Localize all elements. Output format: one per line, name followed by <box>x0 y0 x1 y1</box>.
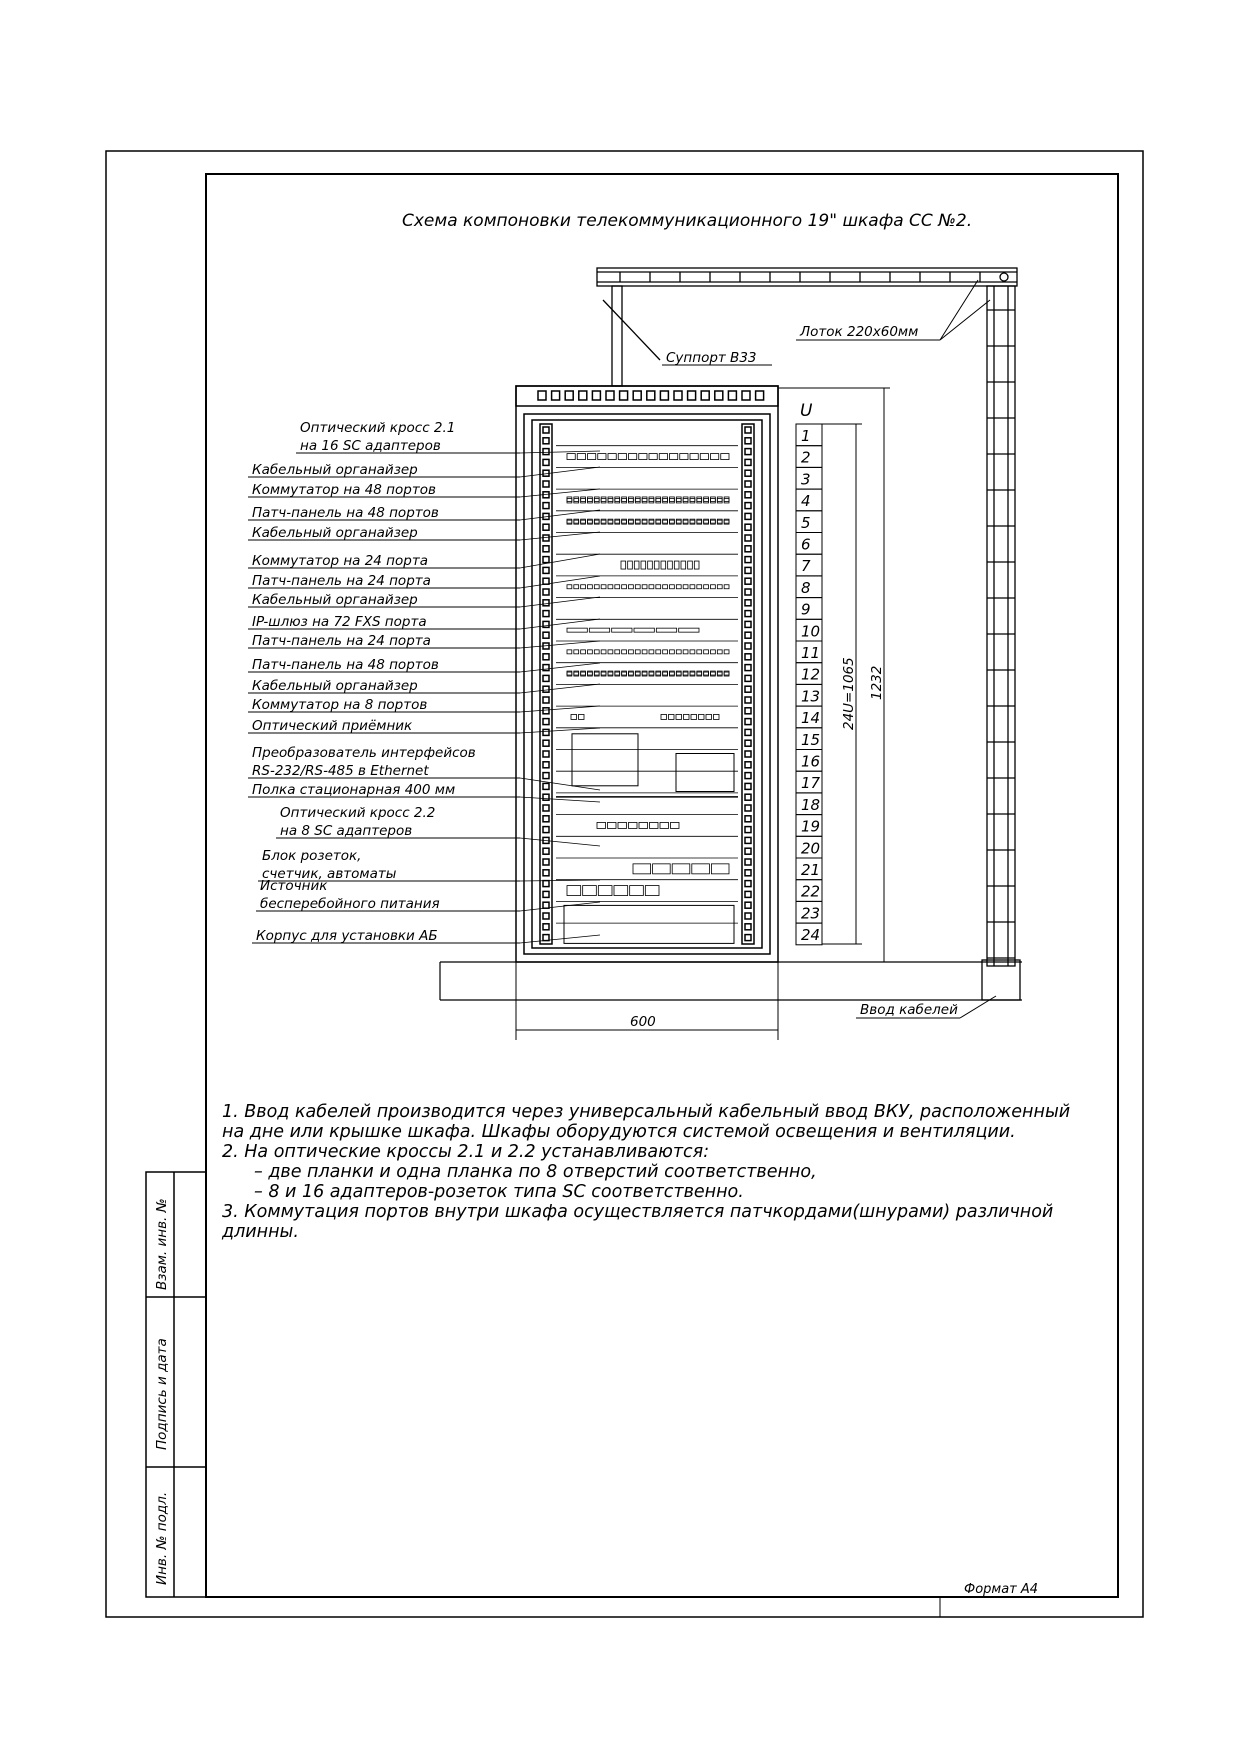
port <box>635 497 640 503</box>
port <box>598 454 606 460</box>
port <box>691 714 697 719</box>
port <box>618 454 626 460</box>
port <box>567 650 572 654</box>
port <box>704 497 709 503</box>
port <box>660 822 669 828</box>
port <box>670 497 675 503</box>
port <box>588 498 593 501</box>
port <box>670 585 675 589</box>
tray-label: Лоток 220х60мм <box>800 324 919 340</box>
port <box>594 585 599 589</box>
port <box>663 650 668 654</box>
port <box>676 585 681 589</box>
equipment-label <box>248 718 600 734</box>
port <box>581 520 586 523</box>
port <box>574 585 579 589</box>
u-number: 11 <box>801 644 821 662</box>
port <box>649 497 654 503</box>
port <box>630 886 644 896</box>
port <box>704 672 709 675</box>
port <box>663 672 668 675</box>
port <box>711 454 719 460</box>
port <box>629 498 634 501</box>
port <box>711 498 716 501</box>
equipment-label-text: Кабельный органайзер <box>252 462 418 478</box>
equipment-label-text: на 16 SC адаптеров <box>300 438 441 454</box>
port <box>635 650 640 654</box>
port <box>571 714 577 719</box>
u-column <box>796 424 822 945</box>
u-number: 22 <box>801 882 821 901</box>
port <box>717 650 722 654</box>
equipment-label-text: бесперебойного питания <box>260 896 440 912</box>
port <box>694 561 699 569</box>
port <box>629 585 634 589</box>
port <box>567 672 572 675</box>
port <box>567 497 572 503</box>
port <box>676 714 682 719</box>
port <box>639 822 648 828</box>
port <box>649 672 654 675</box>
port <box>608 822 617 828</box>
port <box>724 497 729 503</box>
u-number: 6 <box>801 535 811 554</box>
notes <box>222 1102 1102 1242</box>
note-line: – две планки и одна планка по 8 отверстий соответственно, <box>254 1162 817 1182</box>
equipment-label <box>248 525 600 541</box>
port <box>588 454 596 460</box>
port <box>629 497 634 503</box>
port <box>711 650 716 654</box>
port <box>656 585 661 589</box>
port <box>608 497 613 503</box>
port <box>704 585 709 589</box>
equipment-label-text: Кабельный органайзер <box>252 678 418 694</box>
port <box>717 497 722 503</box>
port <box>579 714 585 719</box>
port <box>661 714 667 719</box>
u-number: 21 <box>801 861 821 879</box>
port <box>635 585 640 589</box>
port <box>690 520 695 523</box>
equipment-label-text: Корпус для установки АБ <box>256 928 438 944</box>
port <box>650 822 659 828</box>
port <box>589 628 609 632</box>
port <box>656 497 661 503</box>
port <box>622 585 627 589</box>
port <box>621 561 626 569</box>
port <box>649 650 654 654</box>
port <box>670 672 675 675</box>
port <box>594 520 599 523</box>
u-number: 24 <box>801 926 821 945</box>
port <box>649 520 654 523</box>
equipment-label <box>248 782 600 802</box>
port <box>639 454 647 460</box>
port <box>653 864 671 874</box>
port <box>683 520 688 523</box>
equipment-label-text: счетчик, автоматы <box>262 866 397 882</box>
port <box>670 650 675 654</box>
note-line: – 8 и 16 адаптеров-розеток типа SC соответственно. <box>254 1182 744 1202</box>
port <box>601 672 606 675</box>
port <box>700 454 708 460</box>
page-title: Схема компоновки телекоммуникационного 19" шкафа СС №2. <box>402 211 973 231</box>
port <box>690 454 698 460</box>
u-number: 14 <box>801 709 821 728</box>
port <box>629 454 637 460</box>
port <box>663 497 668 503</box>
equipment-label-text: Коммутатор на 8 портов <box>252 697 428 713</box>
port <box>659 454 667 460</box>
port <box>721 454 729 460</box>
note-line: длинны. <box>222 1222 299 1242</box>
optical-receiver <box>676 754 734 792</box>
port <box>656 672 661 675</box>
port <box>679 628 699 632</box>
port <box>697 520 702 523</box>
u-number: 9 <box>801 600 811 619</box>
interface-converter <box>572 734 638 786</box>
support-label: Суппорт В33 <box>666 350 757 366</box>
dim-24u: 24U=1065 <box>841 657 857 730</box>
port <box>663 520 668 523</box>
equipment-label-text: RS-232/RS-485 в Ethernet <box>252 763 429 779</box>
port <box>608 650 613 654</box>
equipment-label <box>248 553 600 569</box>
equipment-label <box>248 573 600 589</box>
port <box>594 498 599 501</box>
u-number: 19 <box>801 817 821 836</box>
port <box>676 497 681 503</box>
port <box>567 628 587 632</box>
format-label: Формат А4 <box>964 1582 1039 1597</box>
port <box>688 561 693 569</box>
port <box>681 561 686 569</box>
dimension-lines <box>516 388 890 1040</box>
dim-1232: 1232 <box>869 665 885 700</box>
port <box>656 650 661 654</box>
port <box>670 520 675 523</box>
port <box>641 561 646 569</box>
port <box>656 628 676 632</box>
port <box>567 886 581 896</box>
u-number: 1 <box>801 427 811 445</box>
equipment-label-text: Блок розеток, <box>262 848 362 864</box>
support-b33 <box>603 286 660 386</box>
port <box>615 497 620 503</box>
port <box>690 650 695 654</box>
port <box>612 628 632 632</box>
port <box>663 498 668 501</box>
note-line: 3. Коммутация портов внутри шкафа осуществляется патчкордами(шнурами) различной <box>222 1202 1054 1222</box>
port <box>690 497 695 503</box>
port <box>622 498 627 501</box>
port <box>697 497 702 503</box>
port <box>567 498 572 501</box>
note-line: 2. На оптические кроссы 2.1 и 2.2 устанавливаются: <box>222 1142 710 1162</box>
port <box>649 454 657 460</box>
port <box>581 498 586 501</box>
port <box>645 886 659 896</box>
equipment-label-text: Оптический кросс 2.1 <box>300 420 456 436</box>
port <box>635 672 640 675</box>
port <box>642 498 647 501</box>
port <box>674 561 679 569</box>
port <box>608 454 616 460</box>
port <box>622 520 627 523</box>
port <box>697 585 702 589</box>
port <box>598 886 612 896</box>
port <box>628 561 633 569</box>
port <box>608 585 613 589</box>
port <box>680 454 688 460</box>
port <box>642 585 647 589</box>
port <box>642 672 647 675</box>
port <box>717 498 722 501</box>
port <box>567 520 572 523</box>
port <box>671 822 680 828</box>
u-number: 3 <box>801 470 811 489</box>
port <box>706 714 712 719</box>
port <box>581 585 586 589</box>
port <box>594 672 599 675</box>
port <box>608 520 613 523</box>
u-header: U <box>800 401 813 421</box>
u-number: 17 <box>801 774 821 793</box>
port <box>683 585 688 589</box>
port <box>629 672 634 675</box>
port <box>567 585 572 589</box>
port <box>690 672 695 675</box>
port <box>574 497 579 503</box>
port <box>574 672 579 675</box>
port <box>683 497 688 503</box>
port <box>629 520 634 523</box>
port <box>683 672 688 675</box>
port <box>629 650 634 654</box>
port <box>724 585 729 589</box>
port <box>697 672 702 675</box>
equipment-label-text: IP-шлюз на 72 FXS порта <box>252 614 427 630</box>
port <box>622 497 627 503</box>
u-number: 15 <box>801 730 821 749</box>
port <box>597 822 606 828</box>
port <box>588 650 593 654</box>
equipment-label-text: Патч-панель на 48 портов <box>252 505 439 521</box>
stamp-inv-podl: Инв. № подл. <box>154 1491 170 1585</box>
port <box>622 650 627 654</box>
port <box>670 454 678 460</box>
port <box>684 714 690 719</box>
port <box>574 498 579 501</box>
port <box>676 498 681 501</box>
port <box>634 628 654 632</box>
port <box>615 498 620 501</box>
port <box>608 672 613 675</box>
port <box>601 520 606 523</box>
port <box>615 672 620 675</box>
port <box>683 650 688 654</box>
port <box>594 650 599 654</box>
equipment-label-text: Патч-панель на 48 портов <box>252 657 439 673</box>
port <box>622 672 627 675</box>
inner-frame <box>206 174 1118 1597</box>
equipment-label-text: Коммутатор на 24 порта <box>252 553 428 569</box>
port <box>634 561 639 569</box>
port <box>672 864 690 874</box>
port <box>661 561 666 569</box>
dim-600: 600 <box>630 1014 656 1030</box>
port <box>697 498 702 501</box>
port <box>648 561 653 569</box>
port <box>690 585 695 589</box>
port <box>649 498 654 501</box>
port <box>668 561 673 569</box>
port <box>633 864 651 874</box>
port <box>683 498 688 501</box>
port <box>704 650 709 654</box>
equipment-label <box>296 420 600 454</box>
port <box>717 520 722 523</box>
u-number: 7 <box>801 557 811 576</box>
port <box>649 585 654 589</box>
port <box>588 497 593 503</box>
cable-entry-label: Ввод кабелей <box>860 1002 958 1018</box>
port <box>717 672 722 675</box>
port <box>690 498 695 501</box>
port <box>717 585 722 589</box>
port <box>601 585 606 589</box>
u-number: 16 <box>801 752 821 771</box>
port <box>724 498 729 501</box>
port <box>574 650 579 654</box>
equipment-label <box>248 482 600 498</box>
equipment-label-text: Коммутатор на 48 портов <box>252 482 436 498</box>
u-number: 5 <box>801 513 811 532</box>
port <box>656 498 661 501</box>
stamp-vzam: Взам. инв. № <box>154 1198 170 1290</box>
equipment-label-text: Кабельный органайзер <box>252 525 418 541</box>
port <box>629 822 638 828</box>
port <box>724 520 729 523</box>
port <box>588 672 593 675</box>
equipment-label-text: Патч-панель на 24 порта <box>252 573 431 589</box>
note-line: на дне или крышке шкафа. Шкафы оборудуются системой освещения и вентиляции. <box>222 1122 1016 1142</box>
port <box>581 672 586 675</box>
equipment-label-text: Источник <box>260 878 328 894</box>
port <box>615 520 620 523</box>
equipment-label-text: Кабельный органайзер <box>252 592 418 608</box>
note-line: 1. Ввод кабелей производится через универсальный кабельный ввод ВКУ, расположенный <box>222 1102 1071 1122</box>
port <box>614 886 628 896</box>
port <box>642 520 647 523</box>
u-number: 2 <box>801 448 811 467</box>
port <box>724 672 729 675</box>
u-number: 10 <box>801 622 821 641</box>
port <box>704 498 709 501</box>
u-number: 4 <box>801 492 811 511</box>
equipment-label-text: Оптический приёмник <box>252 718 413 734</box>
port <box>714 714 720 719</box>
u-number: 20 <box>801 839 821 858</box>
port <box>699 714 705 719</box>
port <box>692 864 710 874</box>
port <box>711 497 716 503</box>
port <box>711 520 716 523</box>
port <box>615 650 620 654</box>
port <box>642 650 647 654</box>
port <box>642 497 647 503</box>
u-number: 12 <box>801 665 821 684</box>
stamp-podpis: Подпись и дата <box>154 1338 170 1450</box>
port <box>588 520 593 523</box>
port <box>676 672 681 675</box>
port <box>601 497 606 503</box>
u-number: 23 <box>801 904 821 923</box>
port <box>574 520 579 523</box>
port <box>654 561 659 569</box>
port <box>594 497 599 503</box>
port <box>608 498 613 501</box>
port <box>601 650 606 654</box>
equipment-label-text: Оптический кросс 2.2 <box>280 805 436 821</box>
port <box>588 585 593 589</box>
equipment-label <box>248 697 600 713</box>
battery-case <box>564 905 734 943</box>
floor <box>440 962 1022 1000</box>
port <box>670 498 675 501</box>
port <box>583 886 597 896</box>
port <box>711 864 729 874</box>
port <box>567 454 575 460</box>
port <box>669 714 675 719</box>
equipment-label <box>248 633 600 649</box>
equipment-label-text: на 8 SC адаптеров <box>280 823 413 839</box>
u-number: 18 <box>801 795 821 814</box>
port <box>615 585 620 589</box>
port <box>635 520 640 523</box>
equipment-panels <box>556 454 738 944</box>
port <box>724 650 729 654</box>
port <box>711 585 716 589</box>
port <box>676 650 681 654</box>
port <box>581 497 586 503</box>
port <box>656 520 661 523</box>
port <box>711 672 716 675</box>
port <box>676 520 681 523</box>
u-number: 8 <box>801 578 811 597</box>
port <box>577 454 585 460</box>
port <box>601 498 606 501</box>
port <box>581 650 586 654</box>
equipment-label-text: Преобразователь интерфейсов <box>252 745 476 761</box>
port <box>697 650 702 654</box>
port <box>704 520 709 523</box>
equipment-label-text: Патч-панель на 24 порта <box>252 633 431 649</box>
port <box>635 498 640 501</box>
port <box>663 585 668 589</box>
port <box>618 822 627 828</box>
equipment-label-text: Полка стационарная 400 мм <box>252 782 456 798</box>
u-number: 13 <box>801 687 821 706</box>
